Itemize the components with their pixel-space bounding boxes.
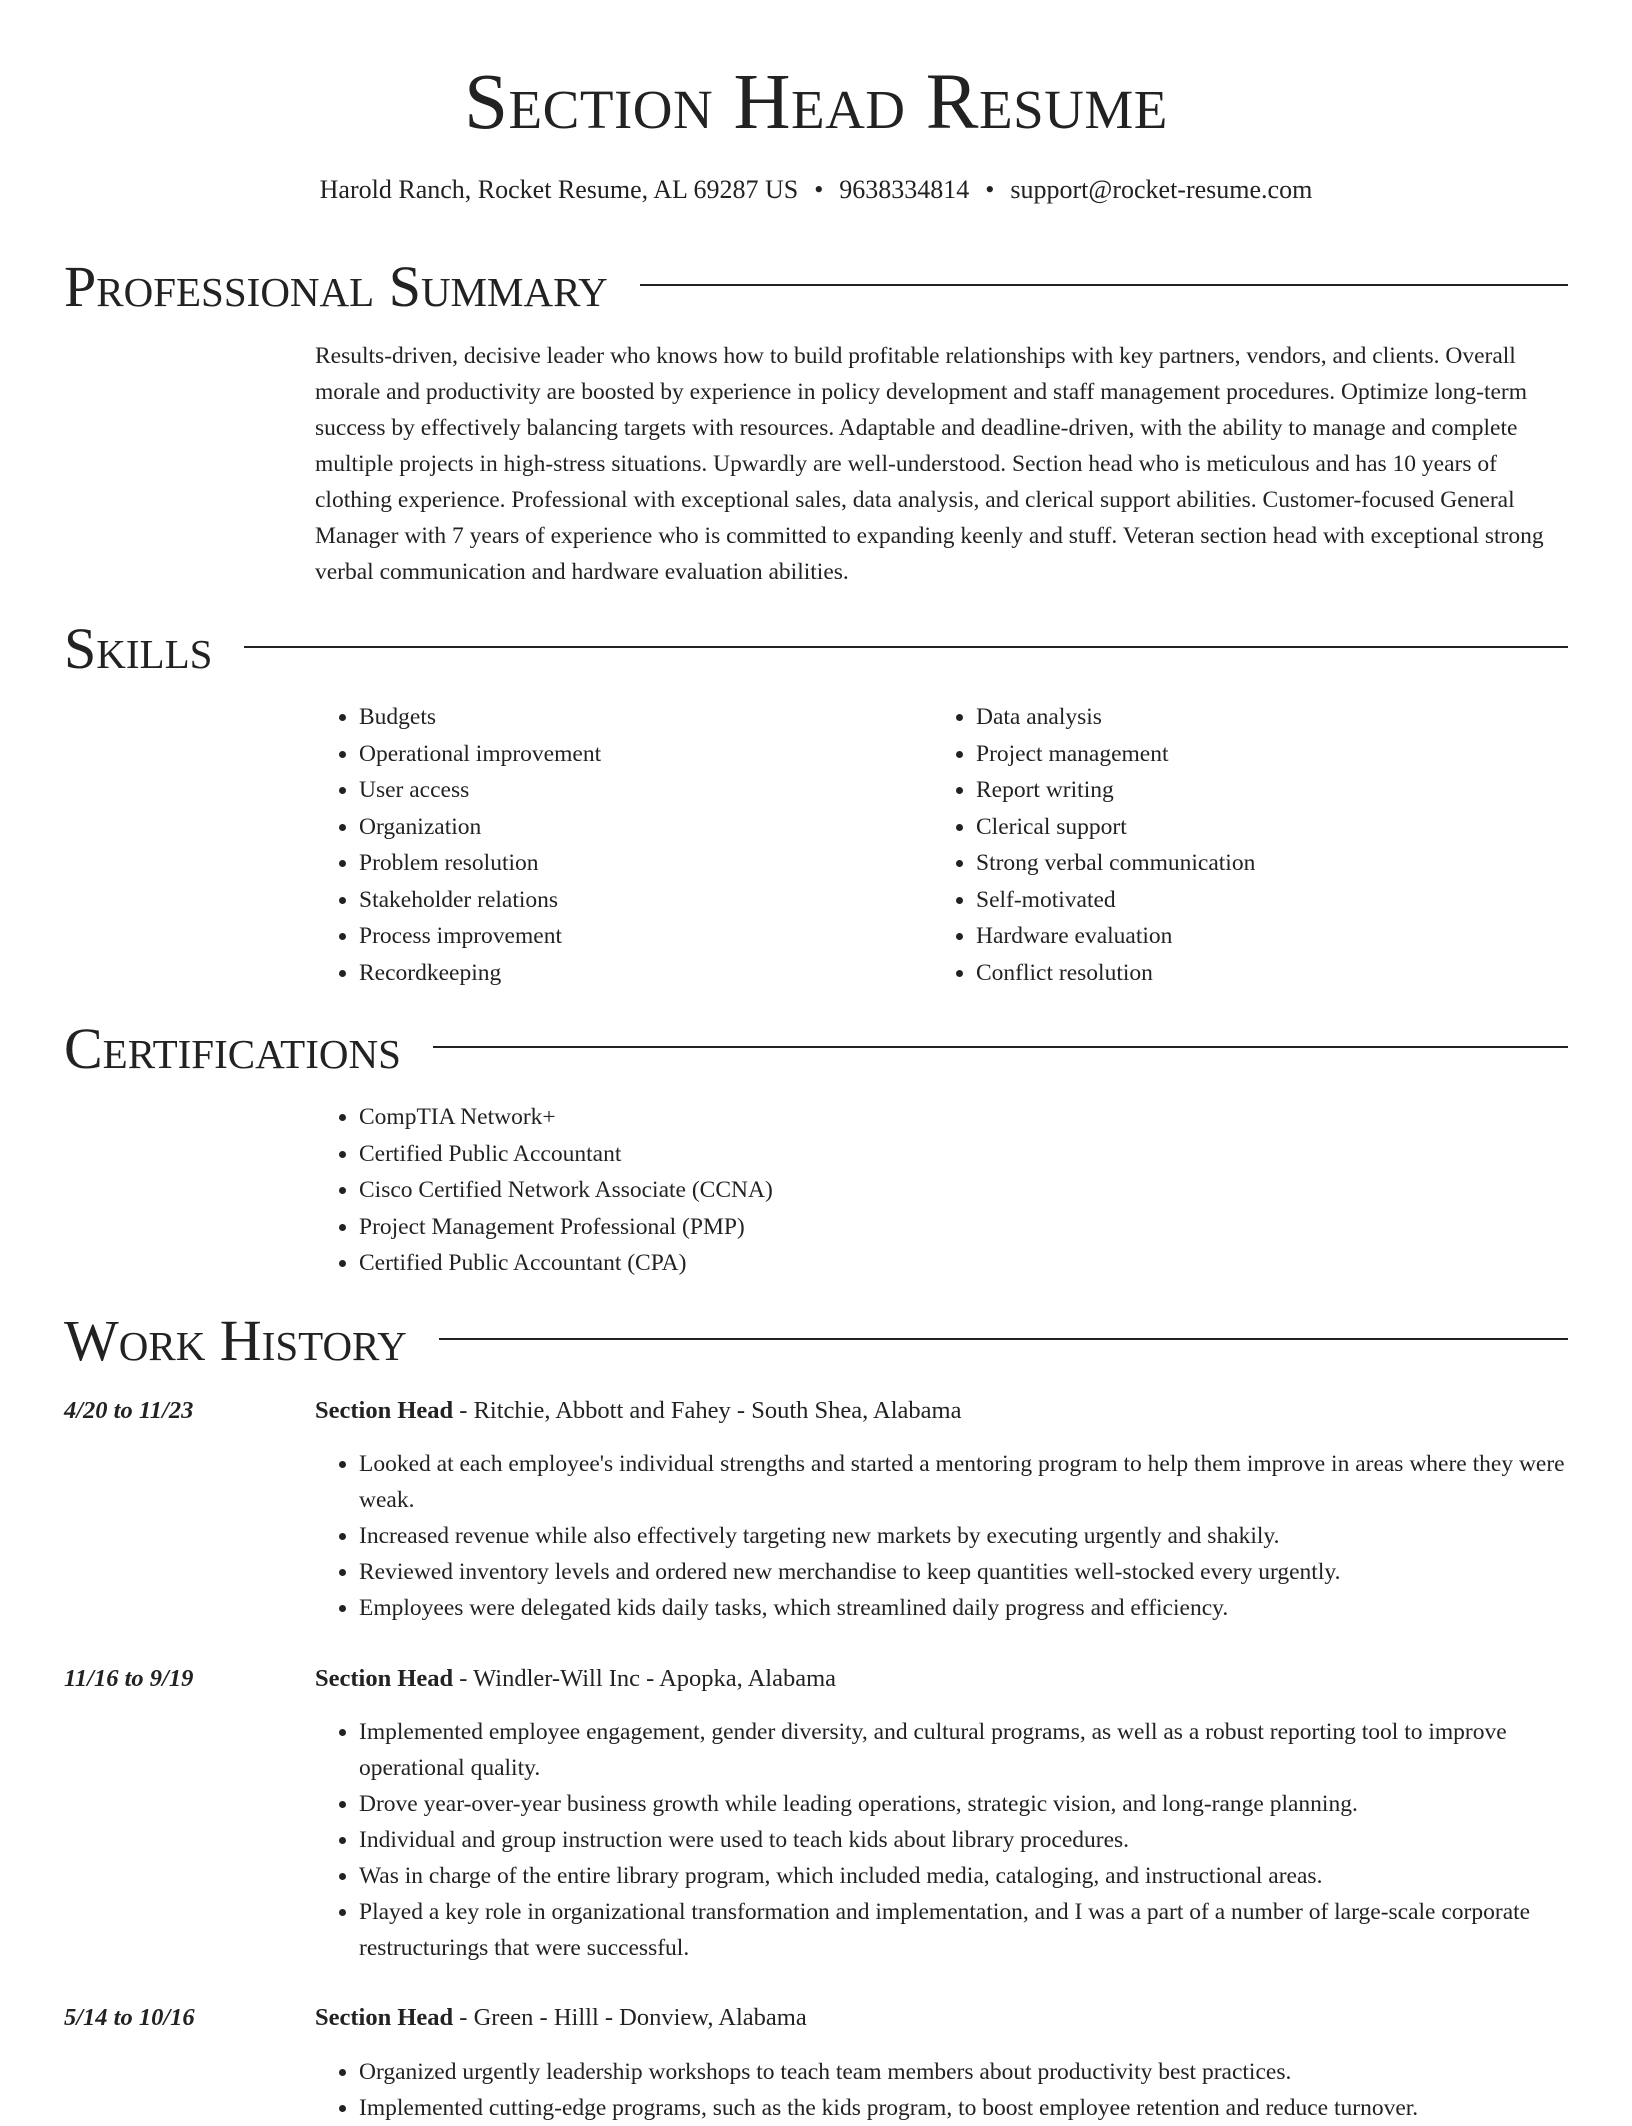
section-divider bbox=[640, 284, 1568, 286]
skill-item: • Conflict resolution bbox=[976, 955, 1576, 992]
skill-item: • Project management bbox=[976, 736, 1576, 773]
job-company: - Ritchie, Abbott and Fahey - South Shea, Alabama bbox=[453, 1397, 962, 1424]
summary-heading: Professional Summary bbox=[64, 254, 608, 319]
job-dates: 5/14 to 10/16 bbox=[64, 2004, 195, 2031]
section-divider bbox=[244, 646, 1568, 648]
job-bullet: • Was in charge of the entire library program, which included media, cataloging, and instructional areas. bbox=[359, 1858, 1568, 1894]
bullet-separator: • bbox=[814, 175, 824, 204]
job-heading bbox=[315, 2000, 1568, 2036]
skill-item: • User access bbox=[359, 772, 919, 809]
skills-heading: Skills bbox=[64, 616, 213, 681]
certification-item: • Certified Public Accountant bbox=[359, 1136, 1359, 1173]
summary-section-header bbox=[64, 254, 1568, 320]
bullet-separator: • bbox=[985, 175, 995, 204]
job-position: Section Head bbox=[315, 1665, 454, 1692]
certification-item: • Project Management Professional (PMP) bbox=[359, 1209, 1359, 1246]
skill-item: • Budgets bbox=[359, 699, 919, 736]
job-bullet: • Implemented cutting-edge programs, such as the kids program, to boost employee retention and reduce turnover. bbox=[359, 2090, 1568, 2126]
certifications-section-header bbox=[64, 1016, 1568, 1082]
skill-item: • Data analysis bbox=[976, 699, 1576, 736]
job-company: - Windler-Will Inc - Apopka, Alabama bbox=[453, 1665, 837, 1692]
contact-info bbox=[0, 172, 1632, 208]
resume-title: Section Head Resume bbox=[464, 59, 1168, 146]
skill-item: • Process improvement bbox=[359, 918, 919, 955]
skill-item: • Recordkeeping bbox=[359, 955, 919, 992]
job-dates: 11/16 to 9/19 bbox=[64, 1665, 194, 1692]
job-position: Section Head bbox=[315, 1397, 454, 1424]
job-bullet-list bbox=[315, 2054, 1568, 2126]
skill-item: • Operational improvement bbox=[359, 736, 919, 773]
skills-list-left bbox=[315, 699, 919, 991]
contact-email: support@rocket-resume.com bbox=[1010, 175, 1313, 204]
contact-phone: 9638334814 bbox=[839, 175, 970, 204]
job-bullet: • Implemented employee engagement, gender diversity, and cultural programs, as well as a robust reporting tool to improve operational quality. bbox=[359, 1714, 1568, 1786]
skill-item: • Organization bbox=[359, 809, 919, 846]
job-position: Section Head bbox=[315, 2004, 454, 2031]
job-bullet: • Played a key role in organizational transformation and implementation, and I was a part of a number of large-scale corporate restructurings that were successful. bbox=[359, 1894, 1568, 1966]
skill-item: • Clerical support bbox=[976, 809, 1576, 846]
job-bullet: • Reviewed inventory levels and ordered new merchandise to keep quantities well-stocked every urgently. bbox=[359, 1554, 1568, 1590]
skill-item: • Stakeholder relations bbox=[359, 882, 919, 919]
job-bullet: • Organized urgently leadership workshops to teach team members about productivity best practices. bbox=[359, 2054, 1568, 2090]
skill-item: • Hardware evaluation bbox=[976, 918, 1576, 955]
contact-address: Harold Ranch, Rocket Resume, AL 69287 US bbox=[319, 175, 799, 204]
skill-item: • Self-motivated bbox=[976, 882, 1576, 919]
job-bullet-list bbox=[315, 1714, 1568, 1966]
job-heading bbox=[315, 1393, 1568, 1429]
job-dates: 4/20 to 11/23 bbox=[64, 1397, 194, 1424]
section-divider bbox=[439, 1338, 1568, 1340]
skill-item: • Problem resolution bbox=[359, 845, 919, 882]
summary-paragraph: Results-driven, decisive leader who knows how to build profitable relationships with key partners, vendors, and clients. Overall morale and productivity are boosted by experience in policy development and staff management procedures. Optimize long-term success by effectively balancing targets with resources. Adaptable and deadline-driven, with the ability to manage and complete multiple projects in high-stress situations. Upwardly are well-understood. Section head who is meticulous and has 10 years of clothing experience. Professional with exceptional sales, data analysis, and clerical support abilities. Customer-focused General Manager with 7 years of experience who is committed to expanding keenly and stuff. Veteran section head with exceptional strong verbal communication and hardware evaluation abilities. bbox=[315, 343, 1544, 585]
job-bullet: • Individual and group instruction were used to teach kids about library procedures. bbox=[359, 1822, 1568, 1858]
certification-item: • CompTIA Network+ bbox=[359, 1099, 1359, 1136]
skills-list-right bbox=[932, 699, 1576, 991]
certifications-heading: Certifications bbox=[64, 1016, 401, 1081]
job-bullet-list bbox=[315, 1446, 1568, 1626]
work-history-heading: Work History bbox=[64, 1308, 407, 1373]
job-heading bbox=[315, 1661, 1568, 1697]
job-bullet: • Looked at each employee's individual strengths and started a mentoring program to help them improve in areas where they were weak. bbox=[359, 1446, 1568, 1518]
work-history-section-header bbox=[64, 1308, 1568, 1374]
certification-item: • Cisco Certified Network Associate (CCNA) bbox=[359, 1172, 1359, 1209]
certifications-list bbox=[315, 1099, 1359, 1282]
job-bullet: • Drove year-over-year business growth while leading operations, strategic vision, and long-range planning. bbox=[359, 1786, 1568, 1822]
section-divider bbox=[433, 1046, 1568, 1048]
job-bullet: • Employees were delegated kids daily tasks, which streamlined daily progress and efficiency. bbox=[359, 1590, 1568, 1626]
skill-item: • Strong verbal communication bbox=[976, 845, 1576, 882]
job-bullet: • Increased revenue while also effectively targeting new markets by executing urgently and shakily. bbox=[359, 1518, 1568, 1554]
skill-item: • Report writing bbox=[976, 772, 1576, 809]
skills-section-header bbox=[64, 616, 1568, 682]
job-company: - Green - Hilll - Donview, Alabama bbox=[453, 2004, 807, 2031]
certification-item: • Certified Public Accountant (CPA) bbox=[359, 1245, 1359, 1282]
